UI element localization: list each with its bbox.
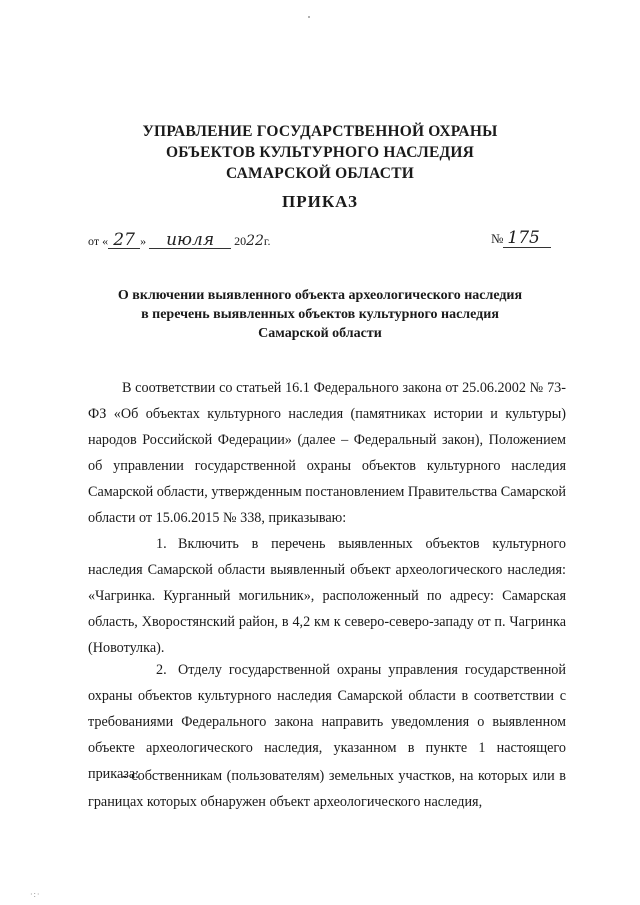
subject-line-1: О включении выявленного объекта археологического наследия [117,288,523,303]
item-1-text: Включить в перечень выявленных объектов культурного наследия Самарской области выявленный объект археологического наследия: «Чагринка. Курганный могильник», расположенный по адресу: Самарская область, Хворостянский район, в 4,2 км к северо-северо-западу от п. Чагринка (Новотулка). [88,536,566,656]
corner-scan-mark: ·:· [30,890,41,899]
number-prefix: № [491,231,504,246]
paragraph-intro [88,375,566,531]
number-value-handwritten: 175 [503,230,551,248]
date-day-handwritten: 27 [108,232,140,249]
date-prefix: от « [88,234,109,248]
date-separator: » [140,234,147,248]
item-1-number: 1. [156,536,167,552]
issuing-authority-header [0,121,640,184]
header-line-1: УПРАВЛЕНИЕ ГОСУДАРСТВЕННОЙ ОХРАНЫ [142,123,498,140]
item-2-text: Отделу государственной охраны управления государственной охраны объектов культурного наследия Самарской области в соответствии с требованиями Федерального закона направить уведомления о выявленном объекте археологического наследия, указанном в пункте 1 настоящего приказа: [88,662,566,782]
document-type-title: ПРИКАЗ [282,192,358,211]
paragraph-item-2-bullet [88,763,566,815]
date-year-prefix: 20 [234,234,247,248]
date-year-handwritten: 22 [246,233,264,249]
intro-text: В соответствии со статьей 16.1 Федерального закона от 25.06.2002 № 73-ФЗ «Об объектах культурного наследия (памятниках истории и культуры) народов Российской Федерации» (далее – Федеральный закон), Положением об управлении государственной охраны объектов культурного наследия Самарской области, утвержденным постановлением Правительства Самарской области от 15.06.2015 № 338, приказываю: [88,380,566,526]
order-subject [0,286,640,343]
date-year-end: г. [263,234,271,248]
header-line-2: ОБЪЕКТОВ КУЛЬТУРНОГО НАСЛЕДИЯ [165,144,475,161]
order-date [88,232,271,249]
order-number [491,230,551,248]
date-month-handwritten: июля [149,232,231,249]
scan-dot-mark [308,16,310,18]
subject-line-3: Самарской области [258,326,382,341]
paragraph-item-1 [88,531,566,661]
item-2-bullet-text: - собственникам (пользователям) земельных участков, на которых или в границах которых обнаружен объект археологического наследия, [88,768,566,810]
header-line-3: САМАРСКОЙ ОБЛАСТИ [225,165,414,182]
item-2-number: 2. [156,662,167,678]
subject-line-2: в перечень выявленных объектов культурного наследия [141,307,499,322]
